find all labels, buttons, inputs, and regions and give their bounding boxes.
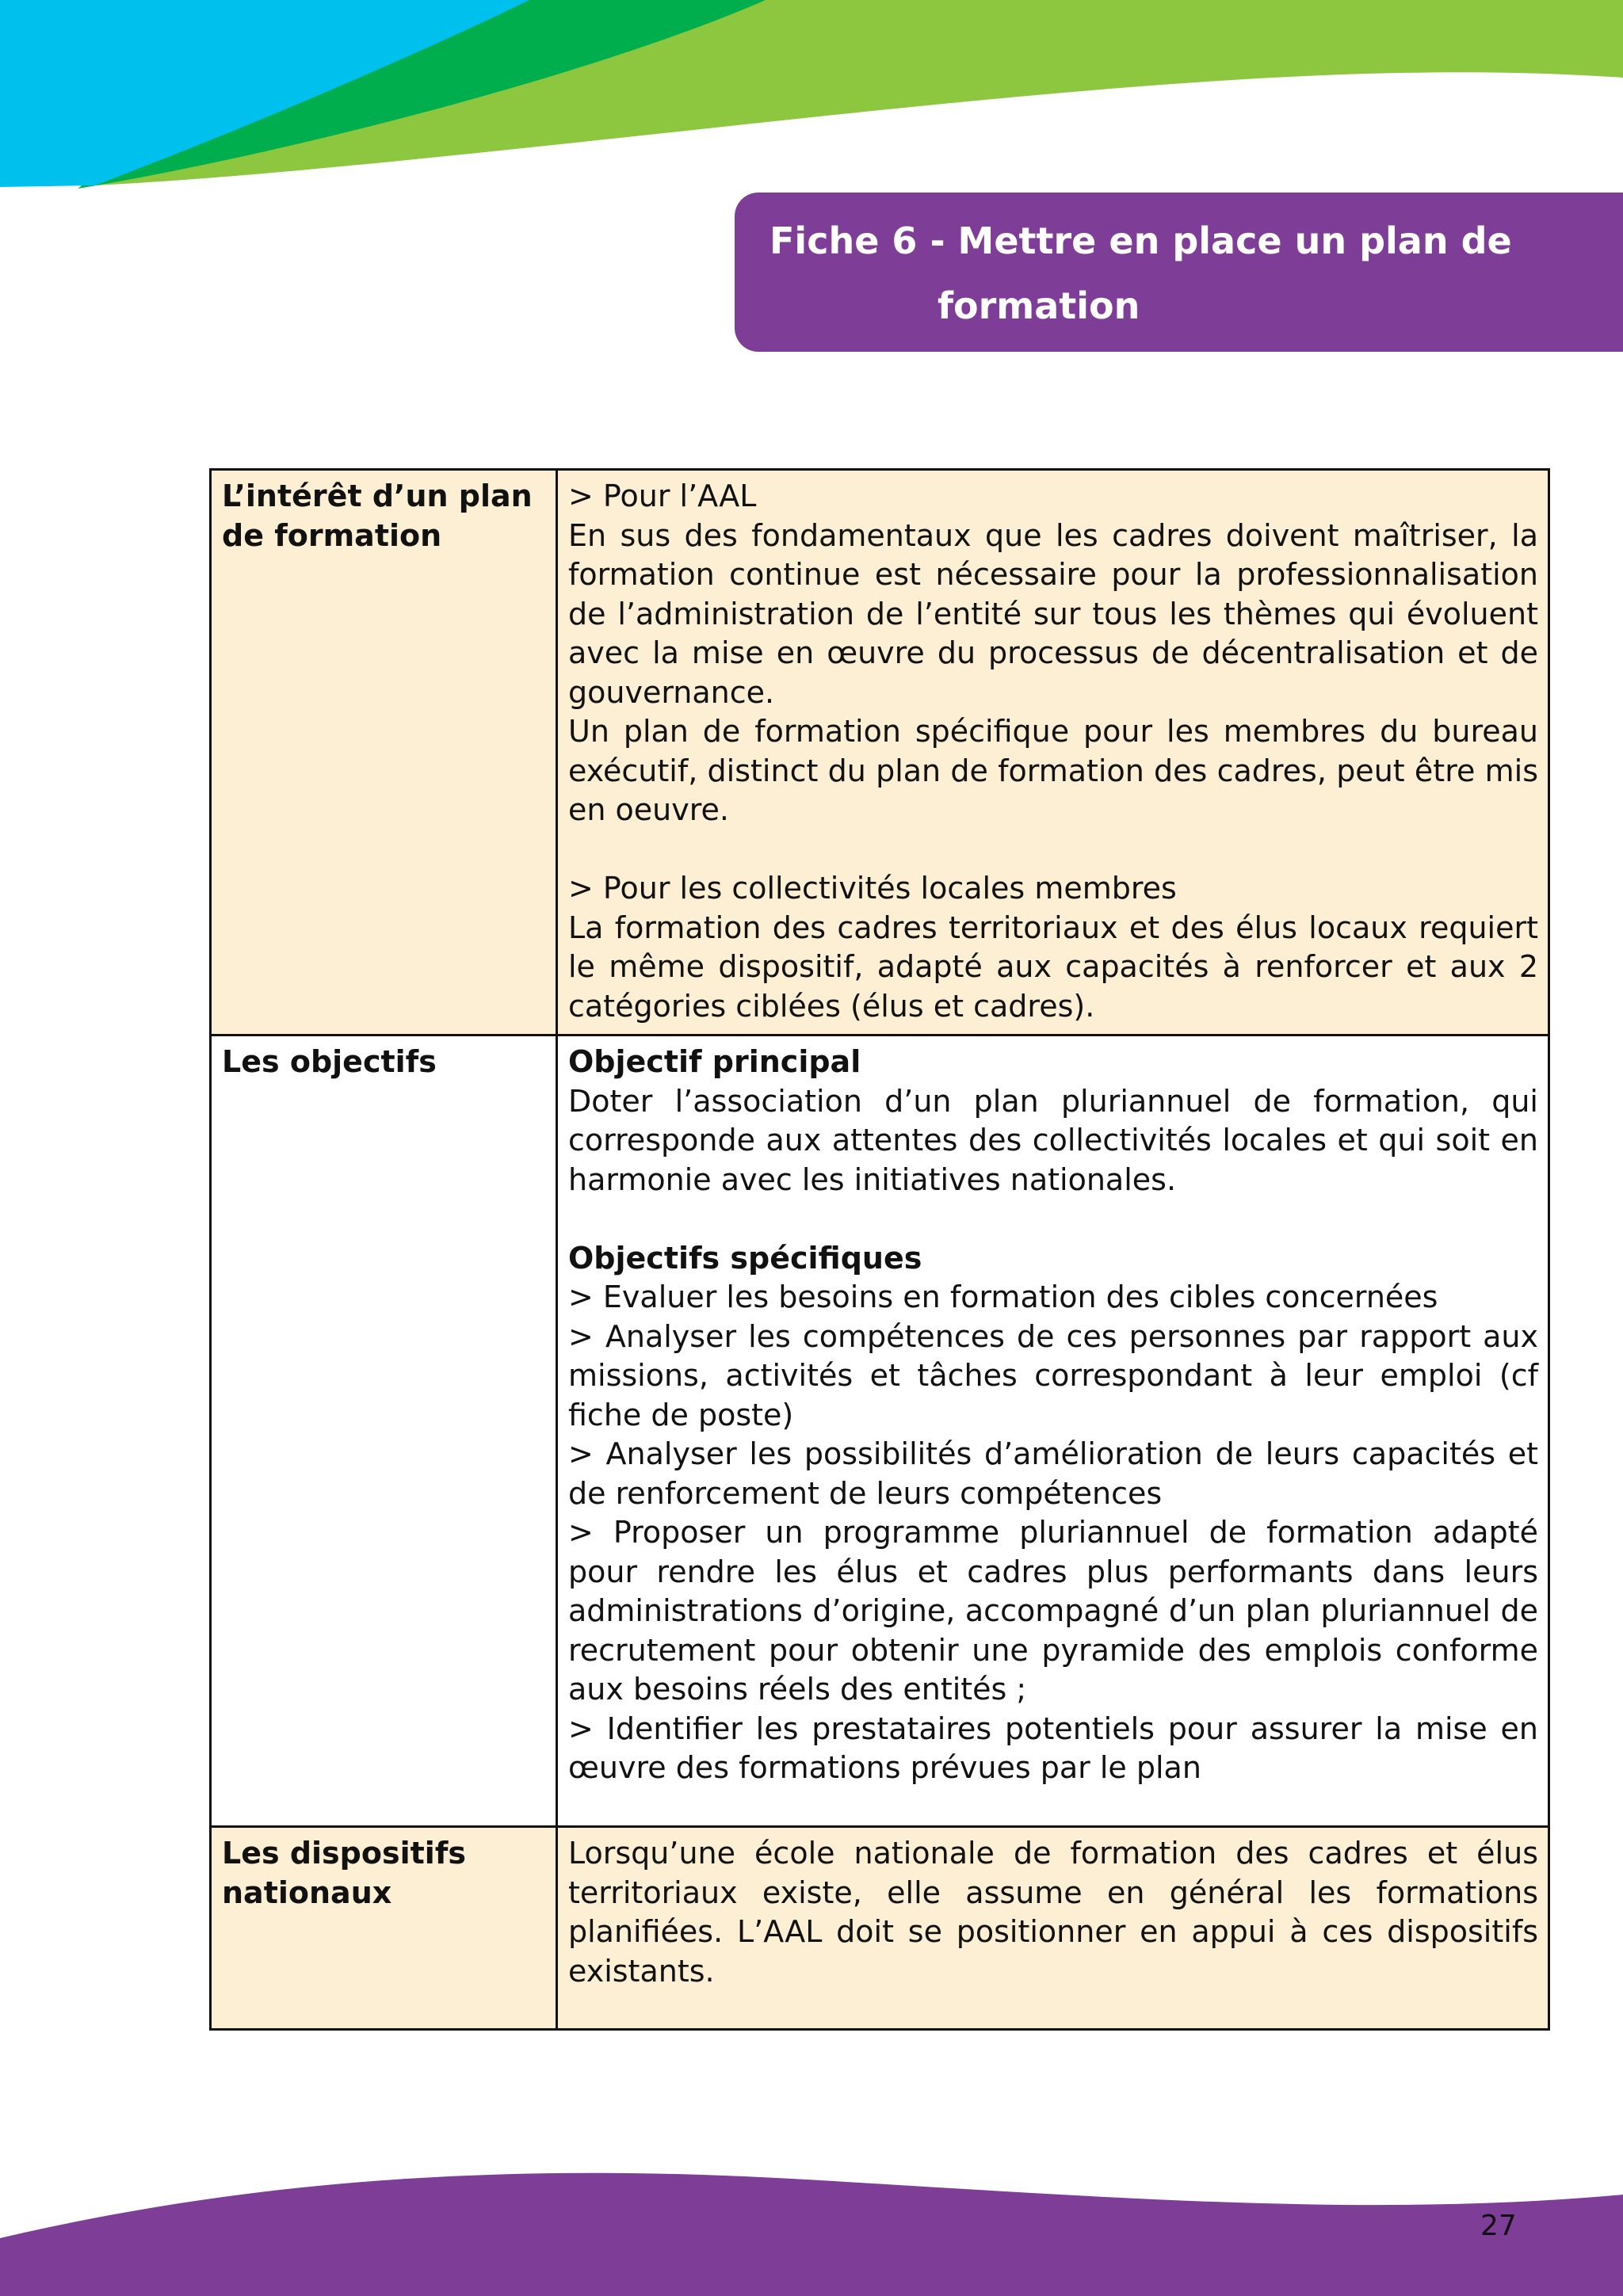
paragraph-ecole-nationale: Lorsqu’une école nationale de formation des cadres et élus territoriaux existe, elle assume en général les formations planifiées. L’AAL doit se positionner en appui à ces dispositifs existants. bbox=[568, 1836, 1538, 1989]
footer-wave-decoration bbox=[0, 2163, 1623, 2296]
heading-objectif-principal: Objectif principal bbox=[568, 1044, 861, 1079]
paragraph-formation-cadres-elus: La formation des cadres territoriaux et des élus locaux requiert le même dispositif, adapté aux capacités à renforcer et aux 2 catégories ciblées (élus et cadres). bbox=[568, 910, 1538, 1024]
fiche-title-banner bbox=[735, 193, 1623, 352]
list-item-evaluer-besoins: > Evaluer les besoins en formation des cibles concernées bbox=[568, 1280, 1438, 1314]
row-label-interet: L’intérêt d’un plan de formation bbox=[211, 470, 557, 1035]
paragraph-gap bbox=[568, 830, 1538, 870]
list-item-analyser-possibilites: > Analyser les possibilités d’amélioration de leurs capacités et de renforcement de leurs compétences bbox=[568, 1436, 1538, 1511]
row-label-dispositifs: Les dispositifs nationaux bbox=[211, 1827, 557, 2030]
row-body-objectifs bbox=[557, 1035, 1549, 1827]
page-number: 27 bbox=[1480, 2210, 1517, 2242]
header-wave-decoration bbox=[0, 0, 1623, 190]
fiche-title-line-1: Fiche 6 - Mettre en place un plan de bbox=[769, 219, 1512, 262]
table-row-dispositifs bbox=[211, 1827, 1549, 2030]
row-body-dispositifs bbox=[557, 1827, 1549, 2030]
footer-wave-purple bbox=[0, 2173, 1623, 2296]
row-body-interet bbox=[557, 470, 1549, 1035]
fiche-content-table bbox=[209, 468, 1550, 2031]
row-label-objectifs: Les objectifs bbox=[211, 1035, 557, 1827]
paragraph-gap bbox=[568, 1199, 1538, 1239]
list-item-analyser-competences: > Analyser les compétences de ces personnes par rapport aux missions, activités et tâches correspondant à leur emploi (cf fiche de poste) bbox=[568, 1318, 1538, 1432]
paragraph-bureau-executif: Un plan de formation spécifique pour les membres du bureau exécutif, distinct du plan de formation des cadres, peut être mis en oeuvre. bbox=[568, 714, 1538, 827]
paragraph-formation-continue: En sus des fondamentaux que les cadres doivent maîtriser, la formation continue est nécessaire pour la professionnalisation de l’administration de l’entité sur tous les thèmes qui évoluent avec la mise en œuvre du processus de décentralisation et de gouvernance. bbox=[568, 517, 1538, 710]
table-row-objectifs bbox=[211, 1035, 1549, 1827]
list-item-identifier-prestataires: > Identifier les prestataires potentiels pour assurer la mise en œuvre des formations prévues par le plan bbox=[568, 1711, 1538, 1785]
heading-objectifs-specifiques: Objectifs spécifiques bbox=[568, 1240, 922, 1276]
table-row-interet bbox=[211, 470, 1549, 1035]
subheading-pour-aal: > Pour l’AAL bbox=[568, 479, 757, 513]
list-item-proposer-programme: > Proposer un programme pluriannuel de formation adapté pour rendre les élus et cadres plus performants dans leurs administrations d’origine, accompagné d’un plan pluriannuel de recrutement pour obtenir une pyramide des emplois conforme aux besoins réels des entités ; bbox=[568, 1515, 1538, 1707]
subheading-collectivites-membres: > Pour les collectivités locales membres bbox=[568, 871, 1177, 906]
fiche-title-line-2: formation bbox=[938, 284, 1140, 327]
paragraph-objectif-principal: Doter l’association d’un plan pluriannuel de formation, qui corresponde aux attentes des collectivités locales et qui soit en harmonie avec les initiatives nationales. bbox=[568, 1083, 1538, 1197]
